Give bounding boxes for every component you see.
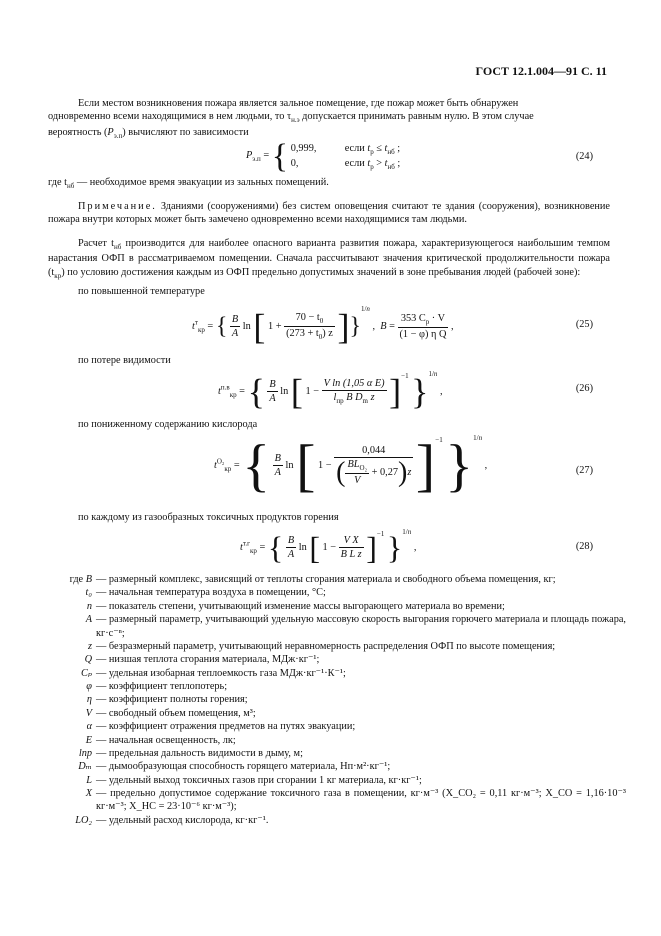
legend — [36, 573, 626, 827]
legend-item — [36, 760, 626, 773]
legend-item — [36, 613, 626, 640]
legend-description: — размерный комплекс, зависящий от теплоты сгорания материала и свободного объема помещения, кг; — [96, 574, 556, 585]
legend-symbol: Q — [84, 654, 92, 666]
equation-28: $t^{т.г}_{кр}$ = { $\frac{B}{A}$ ln [ 1 − $\frac{\text{V X}}{\text{B L z}}$ ]$^{-1}$ }$^{1/n}$ , — [240, 528, 417, 566]
page-header: ГОСТ 12.1.004—91 С. 11 — [475, 64, 607, 78]
paragraph-raschet: Расчет $t_{нб}$ производится для наиболее опасного варианта развития пожара, характеризующегося наибольшим темпом нарастания ОФП в рассматриваемом помещении. Сначала рассчитывают значения критической продолжительности пожара $(t_{кр})$ по условию достижения каждым из ОФП предельно допустимых значений в зоне пребывания людей (рабочей зоне): — [48, 238, 610, 280]
equation-26-number: (26) — [575, 383, 593, 394]
legend-description: — дымообразующая способность горящего материала, Нп·м²·кг⁻¹; — [96, 761, 391, 773]
legend-symbol: V — [85, 707, 92, 719]
legend-description: — начальная температура воздуха в помещении, °С; — [96, 587, 326, 599]
tnb-definition: где $t_{нб}$ — необходимое время эвакуации из зальных помещений. — [48, 177, 329, 191]
equation-25: $t^т_{кр}$ = { $\frac{B}{A}$ ln [ 1 + $\frac{70 - t_0}{(273 + t_0) z}$ ]}$^{1/n}$ , B = $\frac{353 C_p \cdot V}{\text{(1 − φ) η Q}}$ , — [192, 305, 454, 347]
eq25-label: по повышенной температуре — [78, 286, 205, 297]
legend-item — [36, 667, 626, 680]
legend-symbol: где B — [69, 574, 92, 585]
eq28-label: по каждому из газообразных токсичных продуктов горения — [78, 512, 339, 523]
note-text: Зданиями (сооружениями) без систем оповещения считают те здания (сооружения), возникновение пожара внутри которых может быть замечено одновременно всеми находящимися там людьми. — [48, 201, 610, 226]
legend-symbol: φ — [86, 681, 92, 692]
legend-description: — предельная дальность видимости в дыму, м; — [96, 747, 303, 759]
legend-item — [36, 774, 626, 787]
legend-description: — начальная освещенность, лк; — [96, 734, 236, 746]
legend-item — [36, 573, 626, 586]
note-paragraph — [48, 200, 610, 227]
equation-27: $t^{O_2}_{кр}$ = { $\frac{B}{A}$ ln [ 1 − 0,044 ( $\frac{BL_{O_2}}{V}$ + 0,27)z ]$^{-1}$ }$^{1/n}$ , — [214, 432, 488, 498]
legend-description: — удельный выход токсичных газов при сгорании 1 кг материала, кг·кг⁻¹; — [96, 774, 422, 786]
legend-intro: где — [69, 574, 86, 585]
legend-item — [36, 814, 626, 827]
legend-symbol: z — [87, 640, 92, 652]
equation-24-number: (24) — [575, 151, 593, 162]
eq27-label: по пониженному содержанию кислорода — [78, 419, 258, 430]
legend-item — [36, 693, 626, 706]
equation-28-number: (28) — [575, 541, 593, 552]
legend-item — [36, 734, 626, 747]
paragraph-zal-line2: одновременно всеми находящимися в нем людьми, то $\tau_{н.э}$ допускается принимать равным нулю. В этом случае — [48, 111, 534, 125]
legend-symbol: η — [86, 694, 92, 706]
legend-description: — размерный параметр, учитывающий удельную массовую скорость выгорания горючего материала и площадь пожара, кг·с⁻ⁿ; — [96, 614, 626, 639]
legend-symbol: L — [86, 774, 92, 786]
legend-description: — низшая теплота сгорания материала, МДж·кг⁻¹; — [96, 654, 320, 666]
legend-description: — предельно допустимое содержание токсичного газа в помещении, кг·м⁻³ (X_CO₂ = 0,11 кг·м⁻³; X_CO = 1,16·10⁻³ кг·м⁻³; X_HC = 23·10⁻⁶ кг·м⁻³); — [96, 788, 626, 813]
legend-description: — удельный расход кислорода, кг·кг⁻¹. — [96, 814, 269, 826]
legend-description: — показатель степени, учитывающий изменение массы выгорающего материала во времени; — [96, 600, 505, 612]
legend-item — [36, 787, 626, 814]
equation-25-number: (25) — [575, 319, 593, 330]
legend-item — [36, 653, 626, 666]
legend-symbol: X — [85, 788, 92, 799]
legend-symbol: LO₂ — [75, 814, 92, 826]
legend-symbol: n — [86, 600, 92, 612]
legend-symbol: A — [85, 614, 92, 626]
equation-27-number: (27) — [575, 465, 593, 476]
legend-item — [36, 680, 626, 693]
equation-26: $t^{п.в}_{кр}$ = { $\frac{B}{A}$ ln [ 1 − $\frac{\text{V ln (1,05 α E)}}{l_{пр} B D_m z}$ ]$^{-1}$ }$^{1/n}$ , — [218, 370, 443, 412]
legend-description: — коэффициент отражения предметов на путях эвакуации; — [96, 721, 356, 733]
legend-description: — коэффициент теплопотерь; — [96, 681, 228, 692]
legend-symbol: E — [85, 734, 92, 746]
legend-symbol: Cₚ — [81, 667, 92, 679]
equation-24: $P_{э.п}$ = { 0,999, если $t_р \le t_{нб}$ ; 0, если $t_р > t_{нб}$ ; — [246, 138, 401, 175]
legend-description: — свободный объем помещения, м³; — [96, 707, 256, 719]
legend-item — [36, 720, 626, 733]
legend-item — [36, 747, 626, 760]
legend-description: — удельная изобарная теплоемкость газа МДж·кг⁻¹·К⁻¹; — [96, 667, 346, 679]
legend-item — [36, 586, 626, 599]
legend-symbol: lпр — [78, 747, 92, 759]
legend-symbol: t₀ — [85, 587, 92, 599]
eq26-label: по потере видимости — [78, 355, 171, 366]
paragraph-zal-line3: вероятность $(P_{э.п})$ вычисляют по зависимости — [48, 126, 249, 140]
legend-description: — безразмерный параметр, учитывающий неравномерность распределения ОФП по высоте помещения; — [96, 640, 556, 652]
note-label: Примечание. — [78, 201, 157, 212]
paragraph-zal-line1: Если местом возникновения пожара является зальное помещение, где пожар может быть обнаружен — [78, 98, 519, 109]
legend-item — [36, 640, 626, 653]
legend-symbol: α — [86, 721, 92, 733]
legend-symbol: Dₘ — [78, 761, 92, 773]
legend-item — [36, 707, 626, 720]
legend-item — [36, 600, 626, 613]
paragraph-zal — [48, 97, 610, 141]
legend-description: — коэффициент полноты горения; — [96, 694, 248, 706]
